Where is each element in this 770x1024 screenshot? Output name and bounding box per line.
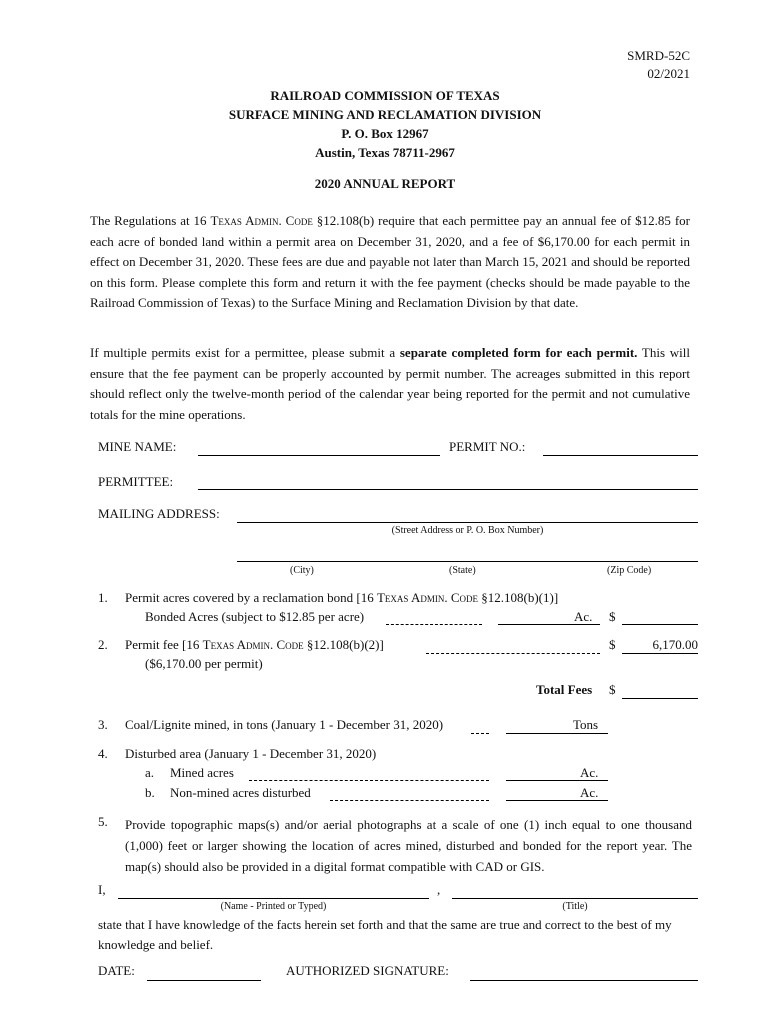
item-1-number: 1.: [98, 590, 108, 605]
permit-fee-value: 6,170.00: [652, 637, 698, 652]
report-title: 2020 ANNUAL REPORT: [314, 176, 456, 191]
certification-statement: state that I have knowledge of the facts herein set forth and that the same are true and correct to the best of my knowledge and belief.: [98, 917, 672, 952]
total-fees-field[interactable]: [622, 698, 698, 699]
item-4b-letter: b.: [145, 785, 155, 800]
total-fees-label: Total Fees: [536, 682, 593, 697]
certifier-prefix: I,: [98, 882, 106, 897]
permittee-label: PERMITTEE:: [98, 474, 174, 489]
street-address-hint: (Street Address or P. O. Box Number): [391, 525, 544, 536]
acres-unit: Ac.: [574, 609, 593, 624]
form-date: 02/2021: [647, 66, 690, 81]
item-4-number: 4.: [98, 746, 108, 761]
item-2-text-a: Permit fee [16: [125, 637, 203, 652]
dollar-sign: $: [609, 637, 616, 652]
permit-fee-rate: ($6,170.00 per permit): [145, 656, 263, 671]
item-2-text: [125, 637, 384, 653]
state-hint: (State): [449, 565, 476, 576]
intro-emphasis: separate completed form for each permit.: [399, 345, 638, 360]
item-5-number: 5.: [98, 814, 108, 829]
acres-unit: Ac.: [580, 785, 599, 800]
intro-text: The Regulations at 16: [90, 213, 211, 228]
item-1-text-a: Permit acres covered by a reclamation bond [16: [125, 590, 377, 605]
intro-paragraph-1: [90, 211, 690, 314]
bonded-acres-label: Bonded Acres (subject to $12.85 per acre): [145, 609, 365, 624]
permit-no-label: PERMIT NO.:: [449, 439, 526, 454]
leader-dots: [426, 653, 600, 654]
item-4a-letter: a.: [145, 765, 155, 780]
mine-name-field[interactable]: [198, 455, 440, 456]
city-state-zip-field[interactable]: [237, 561, 698, 562]
item-1-code: Texas Admin. Code: [376, 590, 478, 605]
item-2-code: Texas Admin. Code: [202, 637, 304, 652]
date-label: DATE:: [98, 963, 135, 978]
item-3-text: Coal/Lignite mined, in tons (January 1 - December 31, 2020): [125, 717, 444, 732]
item-4b-text: Non-mined acres disturbed: [170, 785, 311, 800]
agency-name: RAILROAD COMMISSION OF TEXAS: [270, 88, 500, 103]
permit-no-field[interactable]: [543, 455, 698, 456]
acres-unit: Ac.: [580, 765, 599, 780]
dollar-sign: $: [609, 682, 616, 697]
item-3-number: 3.: [98, 717, 108, 732]
item-4-text: Disturbed area (January 1 - December 31, 2020): [125, 746, 377, 761]
name-hint: (Name - Printed or Typed): [220, 901, 327, 912]
item-1-text-b: §12.108(b)(1)]: [478, 590, 559, 605]
mailing-address-label: MAILING ADDRESS:: [98, 506, 220, 521]
intro-text: If multiple permits exist for a permittee, please submit a: [90, 345, 400, 360]
intro-paragraph-2: [90, 343, 690, 425]
item-1-text: [125, 590, 558, 606]
title-hint: (Title): [562, 901, 588, 912]
mine-name-label: MINE NAME:: [98, 439, 177, 454]
certifier-name-field[interactable]: [118, 898, 429, 899]
signature-label: AUTHORIZED SIGNATURE:: [286, 963, 449, 978]
city-address: Austin, Texas 78711-2967: [315, 145, 455, 160]
item-4a-text: Mined acres: [170, 765, 234, 780]
permittee-field[interactable]: [198, 489, 698, 490]
bonded-acres-fee-field[interactable]: [622, 624, 698, 625]
city-hint: (City): [290, 565, 314, 576]
comma: ,: [437, 882, 441, 897]
leader-dots: [471, 733, 489, 734]
certifier-title-field[interactable]: [452, 898, 698, 899]
permit-fee-field[interactable]: [622, 653, 698, 654]
signature-field[interactable]: [470, 980, 698, 981]
item-5-text: Provide topographic maps(s) and/or aerial photographs at a scale of one (1) inch equal to one thousand (1,000) feet or larger showing the location of acres mined, disturbed and bonded for the report year. The map(s) should also be provided in a digital format compatible with CAD or GIS.: [125, 817, 692, 874]
header-block: [0, 86, 770, 162]
intro-text: This will ensure that the fee payment can be properly accounted by permit number. The acreages submitted in this report should reflect only the twelve-month period of the calendar year being reported for the permit and not cumulative totals for the mine operations.: [90, 345, 690, 422]
leader-dots: [249, 780, 489, 781]
item-2-text-b: §12.108(b)(2)]: [303, 637, 384, 652]
form-id: SMRD-52C: [627, 48, 690, 63]
intro-code: Texas Admin. Code: [210, 213, 313, 228]
street-address-field[interactable]: [237, 522, 698, 523]
zip-hint: (Zip Code): [607, 565, 652, 576]
dollar-sign: $: [609, 609, 616, 624]
leader-dots: [386, 624, 482, 625]
intro-text: §12.108(b) require that each permittee pay an annual fee of $12.85 for each acre of bonded land within a permit area on December 31, 2020, and a fee of $6,170.00 for each permit in effect on December 31, 2020. These fees are due and payable not later than March 15, 2021 and should be reported on this form. Please complete this form and return it with the fee payment (checks should be made payable to the Railroad Commission of Texas) to the Surface Mining and Reclamation Division by that date.: [90, 213, 690, 310]
leader-dots: [330, 800, 489, 801]
item-2-number: 2.: [98, 637, 108, 652]
tons-unit: Tons: [573, 717, 599, 732]
division-name: SURFACE MINING AND RECLAMATION DIVISION: [228, 107, 542, 122]
date-field[interactable]: [147, 980, 261, 981]
po-box: P. O. Box 12967: [341, 126, 429, 141]
tons-mined-field[interactable]: [506, 733, 608, 734]
